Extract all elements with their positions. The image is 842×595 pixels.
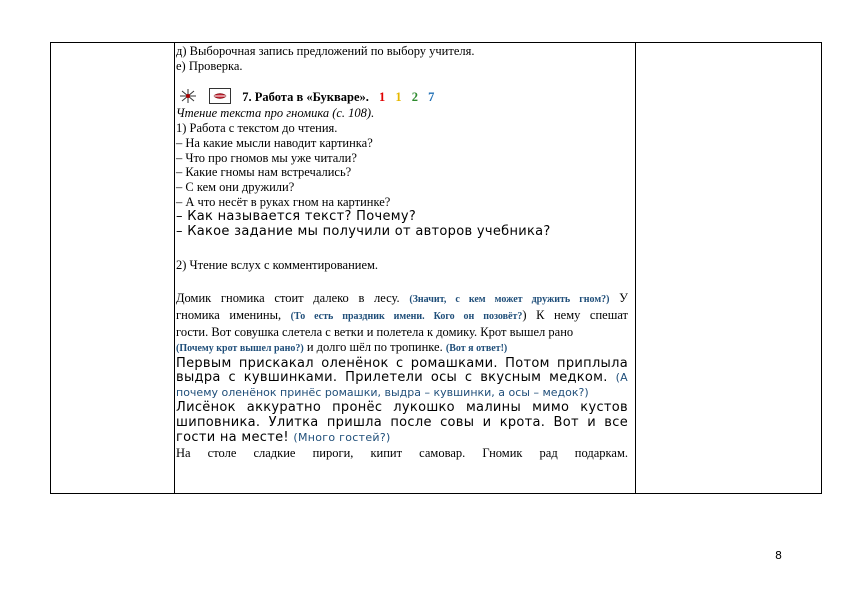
text-line: 1) Работа с текстом до чтения. [176, 120, 338, 135]
story-line [176, 340, 628, 357]
question: – Что про гномов мы уже читали? [176, 150, 357, 165]
teacher-note: (Много гостей?) [293, 431, 391, 445]
story-text: ) К нему спешат [522, 307, 629, 322]
number-label: 7 [428, 89, 435, 104]
story-line: Лисёнок аккуратно пронёс лукошко малины мимо кустов [176, 400, 628, 416]
story-line: Первым прискакал оленёнок с ромашками. Потом приплыла [176, 355, 628, 371]
story-line [176, 291, 628, 308]
lips-icon [209, 88, 231, 108]
question: – Как называется текст? Почему? [176, 209, 417, 225]
column-divider-left [174, 43, 175, 493]
text-line: д) Выборочная запись предложений по выбору учителя. [176, 44, 475, 58]
section-heading: 7. Работа в «Букваре». [242, 89, 369, 104]
story-line [176, 308, 628, 325]
story-line: шиповника. Улитка пришла после совы и крота. Вот и все [176, 415, 628, 431]
question: – С кем они дружили? [176, 180, 295, 195]
story-text: гости на месте! [176, 430, 289, 446]
question: – А что несёт в руках гном на картинке? [176, 195, 391, 210]
teacher-note: (То есть праздник имени. Кого он позовёт? [290, 310, 523, 322]
number-label: 1 [379, 89, 386, 104]
text-line: 2) Чтение вслух с комментированием. [176, 257, 379, 272]
question: – На какие мысли наводит картинка? [176, 135, 373, 150]
fireworks-icon [176, 88, 200, 108]
text-line: е) Проверка. [176, 58, 243, 73]
teacher-note: (Почему крот вышел рано?) [176, 342, 304, 354]
story-text: и долго шёл по тропинке. [306, 339, 443, 354]
lesson-content [176, 44, 628, 461]
question: – Какие гномы нам встречались? [176, 165, 352, 180]
teacher-note: (Вот я ответ!) [445, 342, 508, 354]
story-line [176, 431, 628, 446]
number-label: 2 [411, 89, 419, 104]
story-text: гномика именины, [176, 307, 282, 322]
teacher-note: (А [615, 371, 628, 385]
number-label: 1 [395, 89, 402, 104]
story-line: На столе сладкие пироги, кипит самовар. Гномик рад подаркам. [176, 445, 628, 460]
story-text: У [619, 290, 628, 305]
story-text: выдра с кувшинками. Прилетели осы с вкусным медком. [176, 370, 608, 386]
question: – Какое задание мы получили от авторов учебника? [176, 224, 551, 240]
story-text: Домик гномика стоит далеко в лесу. [176, 290, 400, 305]
story-line [176, 371, 628, 386]
column-divider-right [635, 43, 636, 493]
story-line: гости. Вот совушка слетела с ветки и полетела к домику. Крот вышел рано [176, 324, 574, 339]
subtitle: Чтение текста про гномика (с. 108). [176, 105, 375, 120]
section-heading-row [176, 88, 628, 106]
teacher-note: почему оленёнок принёс ромашки, выдра – кувшинки, а осы – медок?) [176, 386, 589, 400]
page-number: 8 [775, 549, 782, 562]
teacher-note: (Значит, с кем может дружить гном?) [409, 293, 610, 305]
